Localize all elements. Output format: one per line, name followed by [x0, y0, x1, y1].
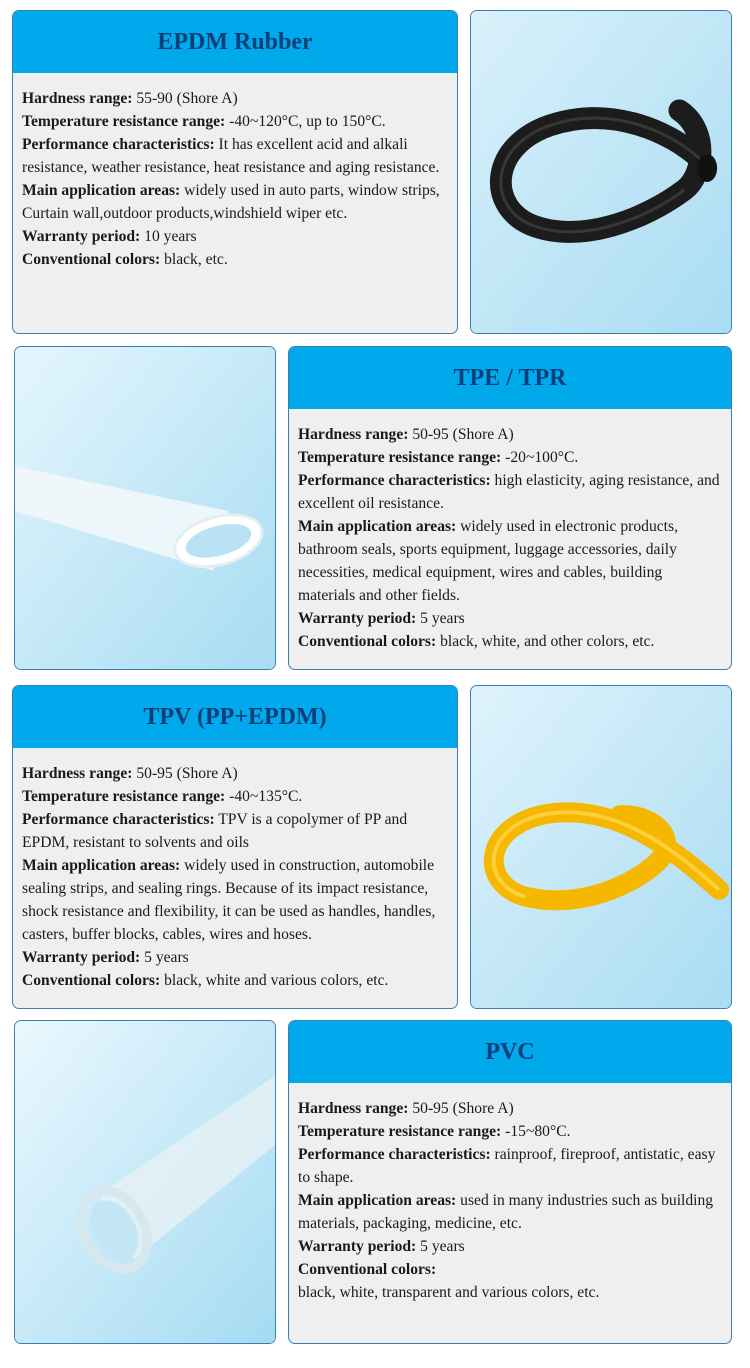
spec-line: Main application areas: widely used in electronic products, bathroom seals, sports equipment, luggage accessories, daily necessities, medical equipment, wires and cables, building materials and other fields.: [298, 518, 678, 604]
epdm-black-tube-image: [470, 10, 732, 334]
spec-line: Conventional colors: black, etc.: [22, 251, 228, 268]
card-body: [13, 748, 457, 992]
card-body: [13, 73, 457, 271]
spec-line: Performance characteristics: It has excellent acid and alkali resistance, weather resistance, heat resistance and aging resistance.: [22, 136, 440, 176]
spec-line: Temperature resistance range: -40~135°C.: [22, 788, 303, 805]
spec-line: Conventional colors: black, white, and other colors, etc.: [298, 633, 655, 650]
spec-line: Hardness range: 50-95 (Shore A): [298, 1100, 514, 1117]
spec-line: Main application areas: widely used in auto parts, window strips, Curtain wall,outdoor products,windshield wiper etc.: [22, 182, 440, 222]
spec-line: Performance characteristics: high elasticity, aging resistance, and excellent oil resistance.: [298, 472, 720, 512]
spec-line: Hardness range: 50-95 (Shore A): [22, 765, 238, 782]
spec-line: Temperature resistance range: -15~80°C.: [298, 1123, 571, 1140]
spec-line: Temperature resistance range: -40~120°C, up to 150°C.: [22, 113, 386, 130]
card-body: [289, 1083, 731, 1304]
spec-line: Conventional colors: black, white and various colors, etc.: [22, 972, 389, 989]
spec-line: Performance characteristics: TPV is a copolymer of PP and EPDM, resistant to solvents and oils: [22, 811, 408, 851]
tpv-yellow-tube-image: [470, 685, 732, 1009]
tpe-white-tube-image: [14, 346, 276, 670]
card-body: [289, 409, 731, 653]
spec-line: Main application areas: used in many industries such as building materials, packaging, medicine, etc.: [298, 1192, 714, 1232]
material-card-tpv: [12, 685, 458, 1009]
spec-line: Hardness range: 50-95 (Shore A): [298, 426, 514, 443]
spec-line: Warranty period: 5 years: [22, 949, 189, 966]
spec-line: black, white, transparent and various colors, etc.: [298, 1284, 600, 1301]
material-card-pvc: [288, 1020, 732, 1344]
material-card-epdm: [12, 10, 458, 334]
spec-line: Conventional colors:: [298, 1261, 437, 1278]
card-title: PVC: [289, 1021, 731, 1083]
spec-line: Warranty period: 5 years: [298, 1238, 465, 1255]
spec-line: Warranty period: 5 years: [298, 610, 465, 627]
material-card-tpe: [288, 346, 732, 670]
card-title: TPV (PP+EPDM): [13, 686, 457, 748]
card-title: TPE / TPR: [289, 347, 731, 409]
spec-line: Performance characteristics: rainproof, fireproof, antistatic, easy to shape.: [298, 1146, 716, 1186]
spec-line: Temperature resistance range: -20~100°C.: [298, 449, 579, 466]
spec-line: Main application areas: widely used in construction, automobile sealing strips, and sealing rings. Because of its impact resistance, shock resistance and flexibility, it can be used as handles, handles, casters, buffer blocks, cables, wires and hoses.: [22, 857, 436, 943]
card-title: EPDM Rubber: [13, 11, 457, 73]
pvc-clear-tube-image: [14, 1020, 276, 1344]
spec-line: Warranty period: 10 years: [22, 228, 197, 245]
spec-line: Hardness range: 55-90 (Shore A): [22, 90, 238, 107]
